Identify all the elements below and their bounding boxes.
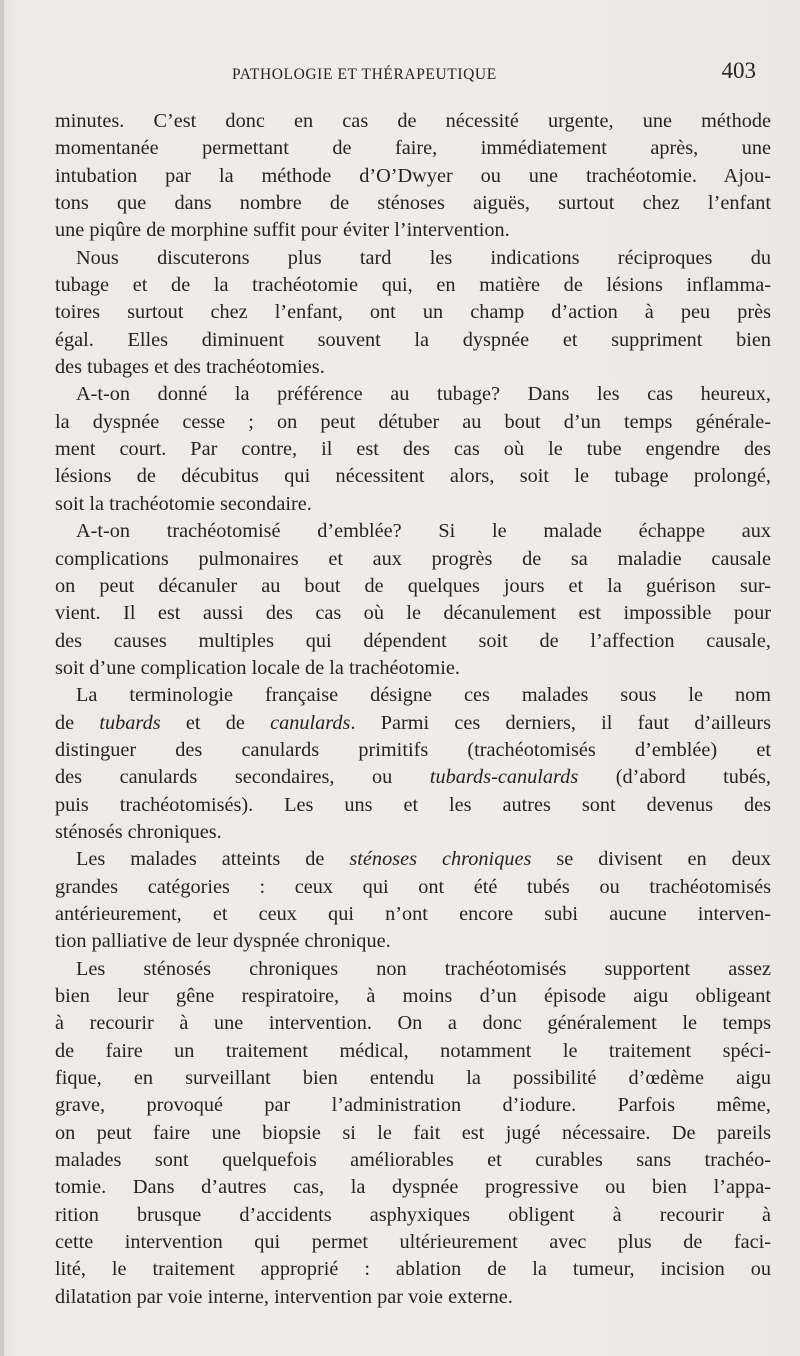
page-number: 403 [721,58,756,83]
text-line [55,846,771,873]
text-line [55,299,771,326]
text-line [55,1174,771,1201]
text-line [55,1038,771,1065]
text-line [55,1092,771,1119]
italic-term: sténoses chroniques [349,848,532,871]
text-line [55,108,771,135]
header-title: PATHOLOGIE ET THÉRAPEUTIQUE [232,66,497,83]
body-text [55,108,771,1311]
text-line [55,792,771,819]
text-line [55,1010,771,1037]
text-segment: se divisent en deux [531,848,771,871]
text-line [55,1065,771,1092]
text-line [55,409,771,436]
text-line [55,463,771,490]
text-segment: vient. Il est aussi des cas où le décanulement est impossible pour [55,602,771,625]
text-segment: Les sténosés chroniques non trachéotomisés supportent assez [76,957,771,980]
text-line [55,983,771,1010]
text-line [55,682,771,709]
text-segment: Nous discuterons plus tard les indications réciproques du [76,246,771,269]
text-line [55,600,771,627]
text-line [55,628,771,655]
text-line [55,928,771,955]
text-segment: momentanée permettant de faire, immédiatement après, une [55,137,771,160]
text-segment: de faire un traitement médical, notamment le traitement spéci- [55,1039,771,1062]
text-segment: on peut faire une biopsie si le fait est jugé nécessaire. De pareils [55,1121,771,1144]
text-segment: dilatation par voie interne, intervention par voie externe. [55,1285,513,1308]
text-segment: tomie. Dans d’autres cas, la dyspnée progressive ou bien l’appa- [55,1176,771,1199]
text-line [55,327,771,354]
text-segment: cette intervention qui permet ultérieurement avec plus de faci- [55,1231,771,1254]
text-segment: de [55,711,100,734]
text-line [55,354,771,381]
text-line [55,381,771,408]
text-line [55,737,771,764]
text-segment: égal. Elles diminuent souvent la dyspnée et suppriment bien [55,328,771,351]
text-line [55,245,771,272]
text-line [55,1229,771,1256]
text-segment: lité, le traitement approprié : ablation de la tumeur, incision ou [55,1258,771,1281]
text-line [55,1120,771,1147]
text-segment: à recourir à une intervention. On a donc généralement le temps [55,1012,771,1035]
text-segment: lésions de décubitus qui nécessitent alors, soit le tubage prolongé, [55,465,771,488]
text-segment: tion palliative de leur dyspnée chronique. [55,930,391,953]
text-line [55,1202,771,1229]
text-segment: antérieurement, et ceux qui n’ont encore subi aucune interven- [55,902,771,925]
text-line [55,546,771,573]
text-segment: (d’abord tubés, [578,766,771,789]
text-segment: des tubages et des trachéotomies. [55,356,325,379]
text-segment: . Parmi ces derniers, il faut d’ailleurs [350,711,771,734]
text-segment: malades sont quelquefois améliorables et curables sans trachéo- [55,1149,771,1172]
text-line [55,518,771,545]
text-segment: distinguer des canulards primitifs (trachéotomisés d’emblée) et [55,738,771,761]
running-header [60,58,772,88]
text-segment: la dyspnée cesse ; on peut détuber au bout d’un temps générale- [55,410,771,433]
text-segment: tons que dans nombre de sténoses aiguës, surtout chez l’enfant [55,192,771,215]
text-line [55,819,771,846]
text-line [55,217,771,244]
text-segment: des canulards secondaires, ou [55,766,430,789]
italic-term: canulards [270,711,351,734]
text-line [55,874,771,901]
italic-term: tubards [99,711,161,734]
text-segment: soit la trachéotomie secondaire. [55,492,312,515]
text-line [55,272,771,299]
text-line [55,573,771,600]
text-line [55,135,771,162]
text-segment: sténosés chroniques. [55,820,222,843]
text-line [55,710,771,737]
text-line [55,436,771,463]
text-segment: puis trachéotomisés). Les uns et les autres sont devenus des [55,793,771,816]
text-line [55,901,771,928]
text-segment: La terminologie française désigne ces malades sous le nom [76,684,771,707]
text-segment: et de [160,711,271,734]
text-segment: grandes catégories : ceux qui ont été tubés ou trachéotomisés [55,875,771,898]
text-segment: A-t-on donné la préférence au tubage? Dans les cas heureux, [76,383,771,406]
text-segment: bien leur gêne respiratoire, à moins d’un épisode aigu obligeant [55,985,771,1007]
text-segment: A-t-on trachéotomisé d’emblée? Si le malade échappe aux [76,520,771,543]
text-segment: toires surtout chez l’enfant, ont un champ d’action à peu près [55,301,771,324]
text-segment: rition brusque d’accidents asphyxiques obligent à recourir à [55,1203,771,1226]
italic-term: tubards-canulards [429,766,579,789]
text-line [55,163,771,190]
page-binding-edge [0,0,4,1356]
text-segment: soit d’une complication locale de la trachéotomie. [55,656,460,679]
text-line [55,1147,771,1174]
text-line [55,491,771,518]
text-segment: Les malades atteints de [76,848,350,871]
text-segment: intubation par la méthode d’O’Dwyer ou une trachéotomie. Ajou- [55,164,771,187]
text-segment: fique, en surveillant bien entendu la possibilité d’œdème aigu [55,1067,771,1090]
text-segment: tubage et de la trachéotomie qui, en matière de lésions inflamma- [55,274,771,297]
text-segment: ment court. Par contre, il est des cas où le tube engendre des [55,438,771,461]
text-line [55,956,771,983]
text-segment: minutes. C’est donc en cas de nécessité urgente, une méthode [55,110,771,132]
text-segment: une piqûre de morphine suffit pour éviter l’intervention. [55,219,510,242]
text-segment: des causes multiples qui dépendent soit de l’affection causale, [55,629,771,652]
text-segment: complications pulmonaires et aux progrès de sa maladie causale [55,547,771,570]
text-line [55,1284,771,1311]
text-segment: grave, provoqué par l’administration d’iodure. Parfois même, [55,1094,771,1117]
text-line [55,764,771,791]
text-line [55,190,771,217]
text-line [55,1256,771,1283]
text-line [55,655,771,682]
text-segment: on peut décanuler au bout de quelques jours et la guérison sur- [55,574,771,597]
